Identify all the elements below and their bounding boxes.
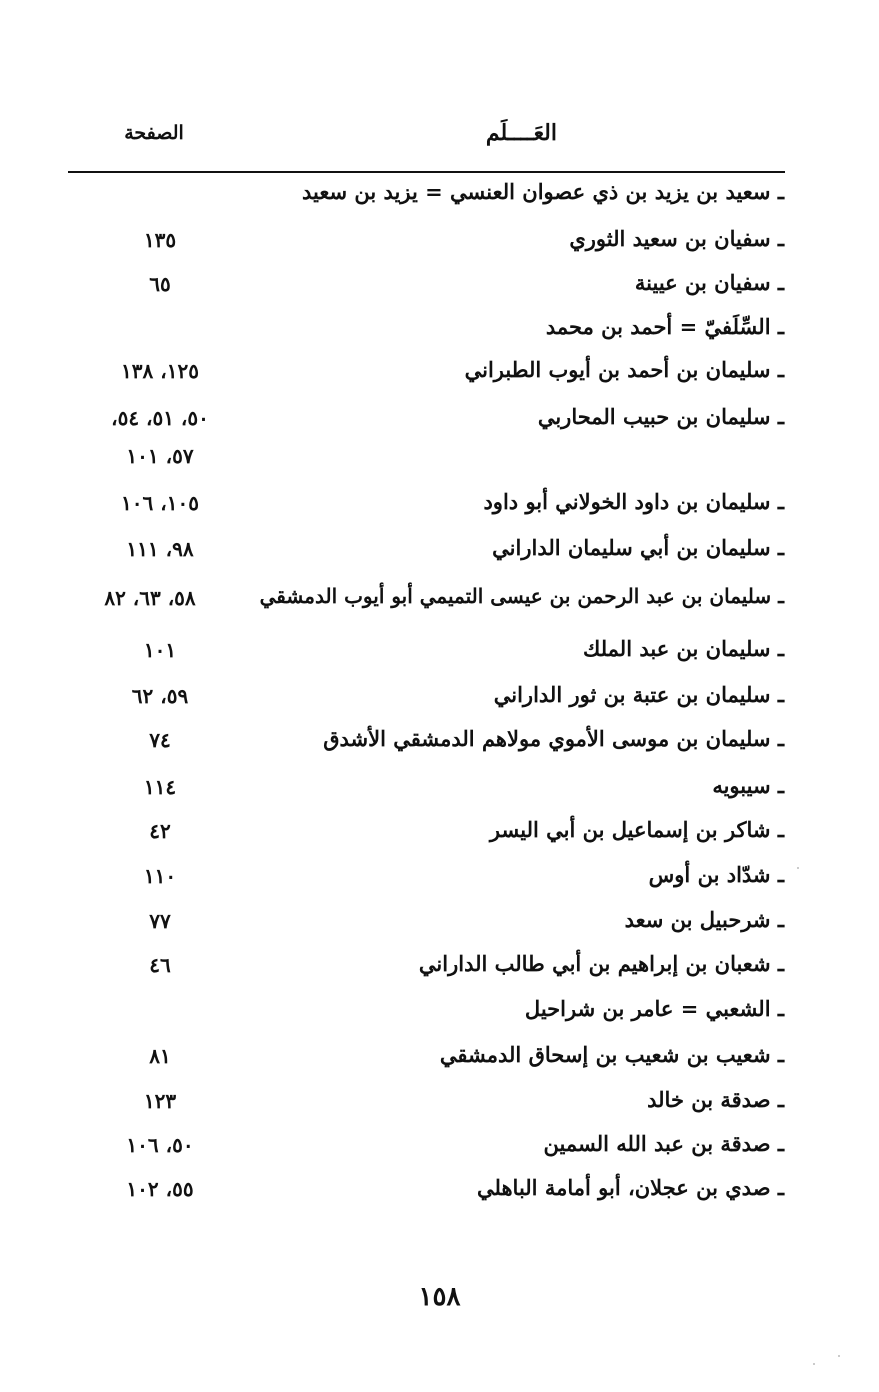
entry-name: ـ سليمان بن أحمد بن أيوب الطبراني (464, 357, 784, 382)
entry-name: ـ شاكر بن إسماعيل بن أبي اليسر (489, 817, 784, 842)
entry-pages-continued: ٥٧، ١٠١ (126, 444, 194, 468)
index-entry (0, 270, 879, 316)
entry-name: ـ صدقة بن عبد الله السمين (543, 1131, 784, 1156)
entry-name: ـ الشعبي = عامر بن شراحيل (524, 996, 784, 1021)
entry-pages: ٥٥، ١٠٢ (126, 1177, 194, 1201)
index-entry (0, 951, 879, 997)
entry-name: ـ سليمان بن أبي سليمان الداراني (492, 535, 784, 560)
entry-pages: ٥٠، ١٠٦ (126, 1133, 194, 1157)
entry-name: ـ شعبان بن إبراهيم بن أبي طالب الداراني (418, 951, 784, 976)
entry-name: ـ سعيد بن يزيد بن ذي عصوان العنسي = يزيد بن سعيد (301, 179, 784, 204)
page-number: ١٥٨ (418, 1282, 461, 1312)
index-entry (0, 862, 879, 908)
entry-name: ـ سفيان بن سعيد الثوري (569, 226, 784, 251)
index-entry (0, 1087, 879, 1133)
entry-name: ـ سليمان بن حبيب المحاربي (537, 404, 784, 429)
entry-pages: ٦٥ (149, 272, 171, 296)
entry-name: ـ صدي بن عجلان، أبو أمامة الباهلي (477, 1175, 784, 1200)
name-column-header: العَــــلَم (485, 120, 557, 146)
entry-name: ـ شدّاد بن أوس (648, 862, 784, 887)
index-entry (0, 1042, 879, 1088)
entry-pages: ١٠١ (143, 638, 177, 662)
entry-pages: ١١٠ (143, 864, 177, 888)
index-entry (0, 682, 879, 728)
entry-name: ـ سيبويه (712, 773, 784, 798)
index-entry (0, 1131, 879, 1177)
entry-pages: ٥٩، ٦٢ (131, 684, 189, 708)
entry-pages: ١٢٥، ١٣٨ (121, 359, 199, 383)
scan-speck (797, 867, 799, 869)
index-entry (0, 726, 879, 772)
scan-speck (838, 1355, 840, 1357)
entry-pages: ٧٧ (149, 909, 171, 933)
entry-pages: ١٢٣ (143, 1089, 177, 1113)
entry-name: ـ سليمان بن عبد الرحمن بن عيسى التميمي أبو أيوب الدمشقي (259, 584, 784, 608)
index-entry (0, 773, 879, 819)
entry-pages: ١١٤ (143, 775, 177, 799)
index-entry (0, 535, 879, 581)
index-entry (0, 996, 879, 1042)
index-entry (0, 636, 879, 682)
entry-name: ـ صدقة بن خالد (647, 1087, 784, 1112)
entry-pages: ٥٨، ٦٣، ٨٢ (104, 586, 196, 610)
page-column-header: الصفحة (124, 122, 184, 144)
entry-name: ـ شعيب بن شعيب بن إسحاق الدمشقي (439, 1042, 784, 1067)
entry-pages: ٩٨، ١١١ (126, 537, 194, 561)
entry-pages: ٥٠، ٥١، ٥٤، (111, 406, 209, 430)
entry-name: ـ سليمان بن عتبة بن ثور الداراني (493, 682, 784, 707)
entry-pages: ٤٢ (149, 819, 171, 843)
index-entry (0, 179, 879, 225)
index-entry (0, 584, 879, 630)
index-entry (0, 489, 879, 535)
scan-speck (813, 1363, 815, 1365)
index-entry (0, 907, 879, 953)
index-entry (0, 357, 879, 403)
entry-name: ـ سليمان بن موسى الأموي مولاهم الدمشقي الأشدق (323, 726, 784, 751)
index-entry (0, 817, 879, 863)
entry-name: ـ السِّلَفيّ = أحمد بن محمد (545, 314, 784, 339)
entry-pages: ٤٦ (149, 953, 171, 977)
entry-pages: ٨١ (149, 1044, 171, 1068)
entry-pages: ٧٤ (149, 728, 171, 752)
index-entry (0, 314, 879, 360)
index-entry (0, 226, 879, 272)
entry-name: ـ سفيان بن عيينة (634, 270, 784, 295)
entry-name: ـ شرحبيل بن سعد (624, 907, 784, 932)
entry-name: ـ سليمان بن عبد الملك (583, 636, 784, 661)
entry-pages: ١٣٥ (143, 228, 177, 252)
entry-pages: ١٠٥، ١٠٦ (121, 491, 199, 515)
index-entry (0, 1175, 879, 1221)
index-entry (0, 404, 879, 490)
entry-name: ـ سليمان بن داود الخولاني أبو داود (483, 489, 784, 514)
